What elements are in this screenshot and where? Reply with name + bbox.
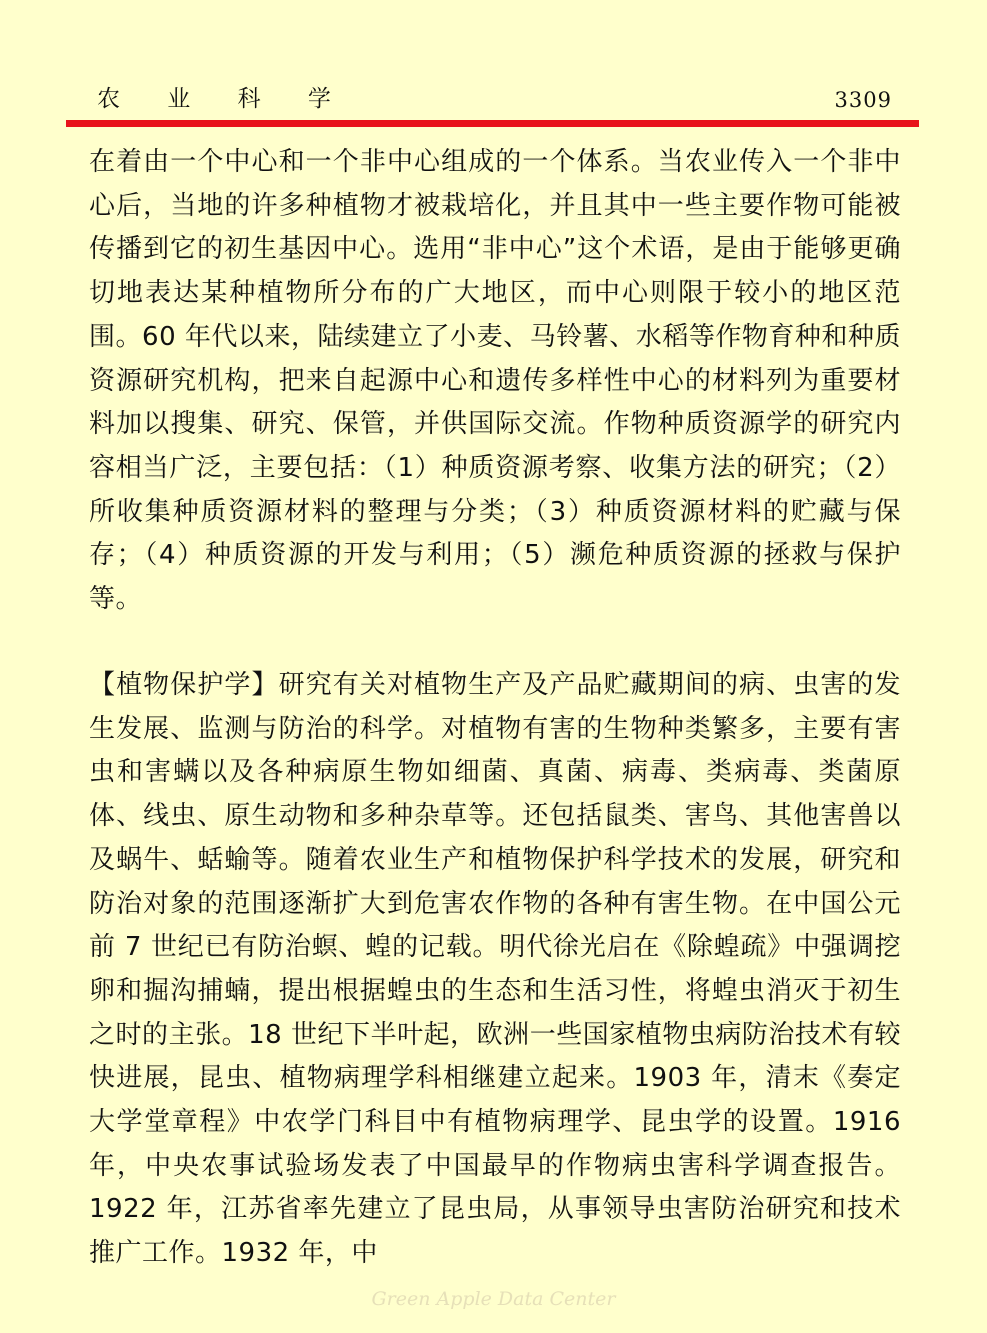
body-paragraph-1: 在着由一个中心和一个非中心组成的一个体系。当农业传入一个非中心后，当地的许多种植物才被栽培化，并且其中一些主要作物可能被传播到它的初生基因中心。选用“非中心”这个术语，是由于能够更确切地表达某种植物所分布的广大地区，而中心则限于较小的地区范围。60 年代以来，陆续建立了小麦、马铃薯、水稻等作物育种和种质资源研究机构，把来自起源中心和遗传多样性中心的材料列为重要材料加以搜集、研究、保管，并供国际交流。作物种质资源学的研究内容相当广泛，主要包括：（1）种质资源考察、收集方法的研究；（2）所收集种质资源材料的整理与分类；（3）种质资源材料的贮藏与保存；（4）种质资源的开发与利用；（5）濒危种质资源的拯救与保护等。 — [89, 147, 901, 615]
entry-definition: 研究有关对植物生产及产品贮藏期间的病、虫害的发生发展、监测与防治的科学。对植物有害的生物种类繁多，主要有害虫和害螨以及各种病原生物如细菌、真菌、病毒、类病毒、类菌原体、线虫、原生动物和多种杂草等。还包括鼠类、害鸟、其他害兽以及蜗牛、蛞蝓等。随着农业生产和植物保护科学技术的发展，研究和防治对象的范围逐渐扩大到危害农作物的各种有害生物。在中国公元前 7 世纪已有防治螟、蝗的记载。明代徐光启在《除蝗疏》中强调挖卵和掘沟捕蝻，提出根据蝗虫的生态和生活习性，将蝗虫消灭于初生之时的主张。18 世纪下半叶起，欧洲一些国家植物虫病防治技术有较快进展，昆虫、植物病理学科相继建立起来。1903 年，清末《奏定大学堂章程》中农学门科目中有植物病理学、昆虫学的设置。1916 年，中央农事试验场发表了中国最早的作物病虫害科学调查报告。1922 年，江苏省率先建立了昆虫局，从事领导虫害防治研究和技术推广工作。1932 年，中 — [89, 670, 901, 1269]
watermark: Green Apple Data Center — [371, 1288, 616, 1310]
header-rule — [66, 120, 919, 127]
page-header — [95, 84, 892, 118]
page-number: 3309 — [834, 88, 892, 112]
entry-term: 【植物保护学】 — [89, 670, 279, 700]
body-paragraph-2 — [89, 664, 901, 1276]
book-title: 农 业 科 学 — [97, 86, 351, 112]
